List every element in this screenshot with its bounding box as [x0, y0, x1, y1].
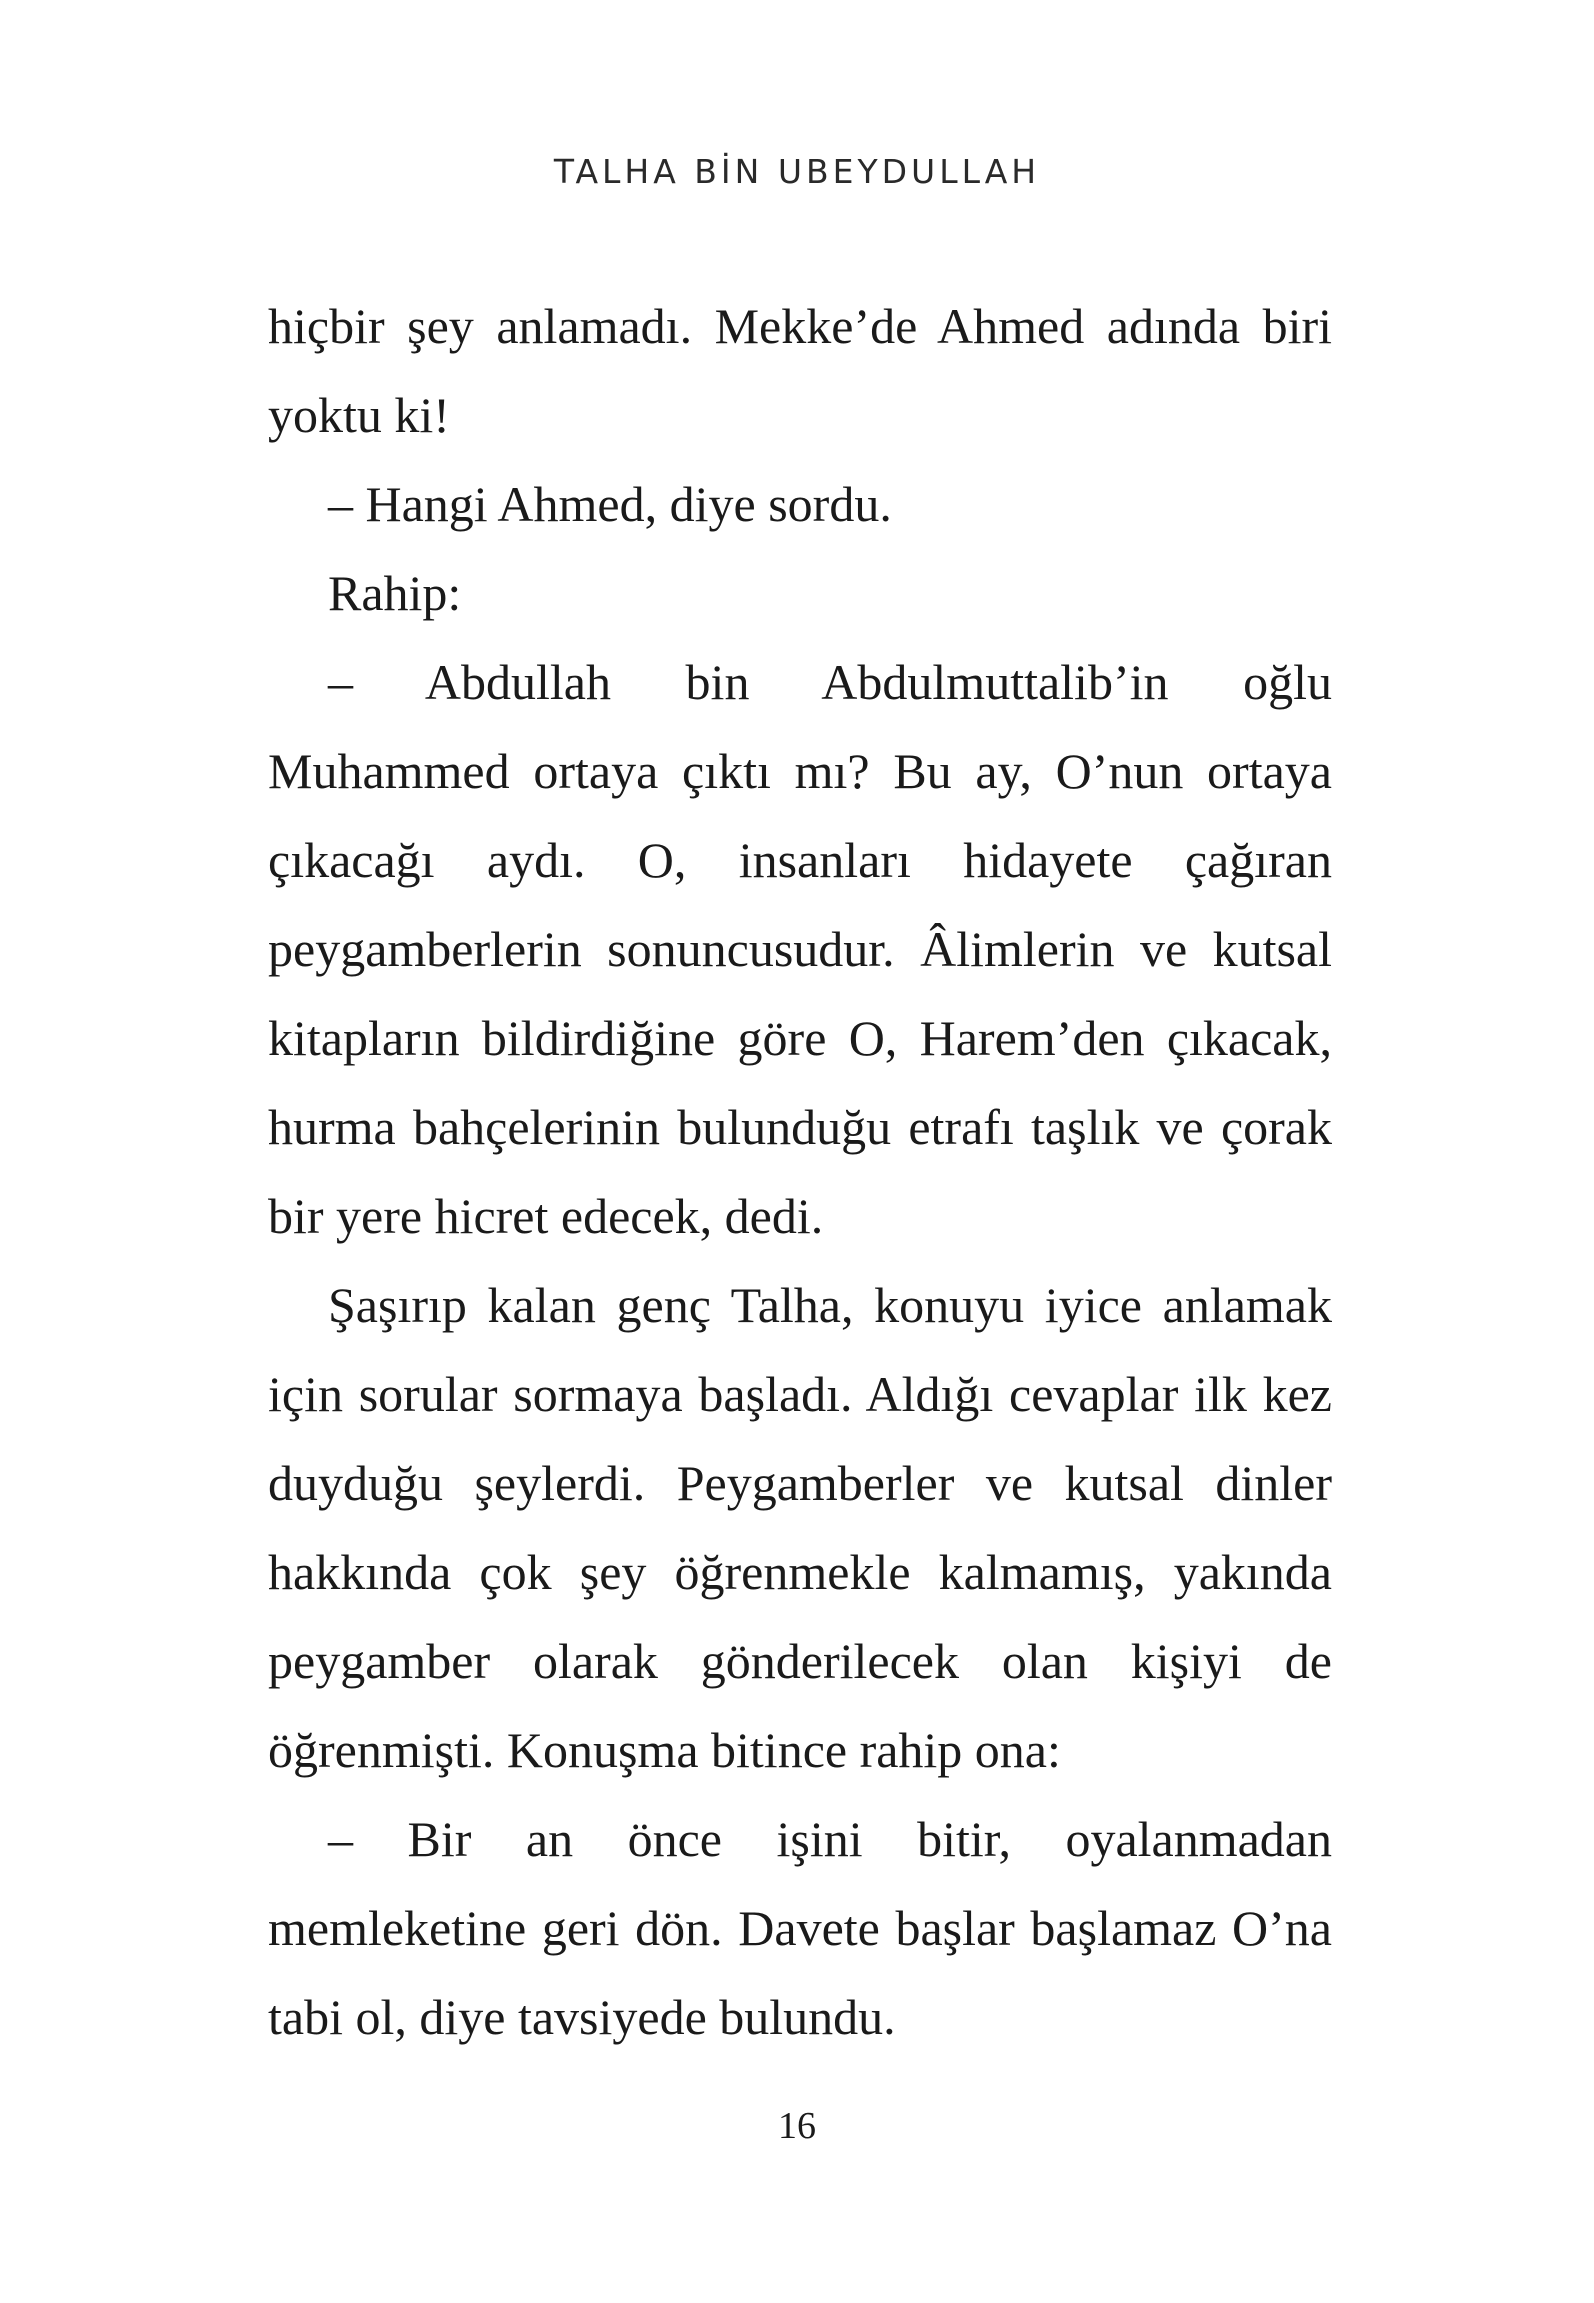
paragraph: – Hangi Ahmed, diye sordu.	[328, 476, 892, 532]
paragraph: hiçbir şey anlamadı. Mekke’de Ahmed adında biri yoktu ki!	[268, 298, 1332, 443]
body-text	[268, 282, 1332, 2062]
page-number: 16	[778, 2105, 816, 2147]
paragraph: – Abdullah bin Abdulmuttalib’in oğlu Muhammed ortaya çıktı mı? Bu ay, O’nun ortaya çıkacağı aydı. O, insanları hidayete çağıran peygamberlerin sonuncusudur. Âlimlerin ve kutsal kitapların bildirdiğine göre O, Harem’den çıkacak, hurma bahçelerinin bulunduğu etrafı taşlık ve çorak bir yere hicret edecek, dedi.	[268, 654, 1332, 1244]
paragraph: Şaşırıp kalan genç Talha, konuyu iyice anlamak için sorular sormaya başladı. Aldığı cevaplar ilk kez duyduğu şeylerdi. Peygamberler ve kutsal dinler hakkında çok şey öğrenmekle kalmamış, yakında peygamber olarak gönderilecek olan kişiyi de öğrenmişti. Konuşma bitince rahip ona:	[268, 1277, 1332, 1778]
running-header: TALHA BİN UBEYDULLAH	[553, 152, 1041, 191]
paragraph: Rahip:	[328, 565, 462, 621]
paragraph: – Bir an önce işini bitir, oyalanmadan memleketine geri dön. Davete başlar başlamaz O’na tabi ol, diye tavsiyede bulundu.	[268, 1811, 1332, 2045]
